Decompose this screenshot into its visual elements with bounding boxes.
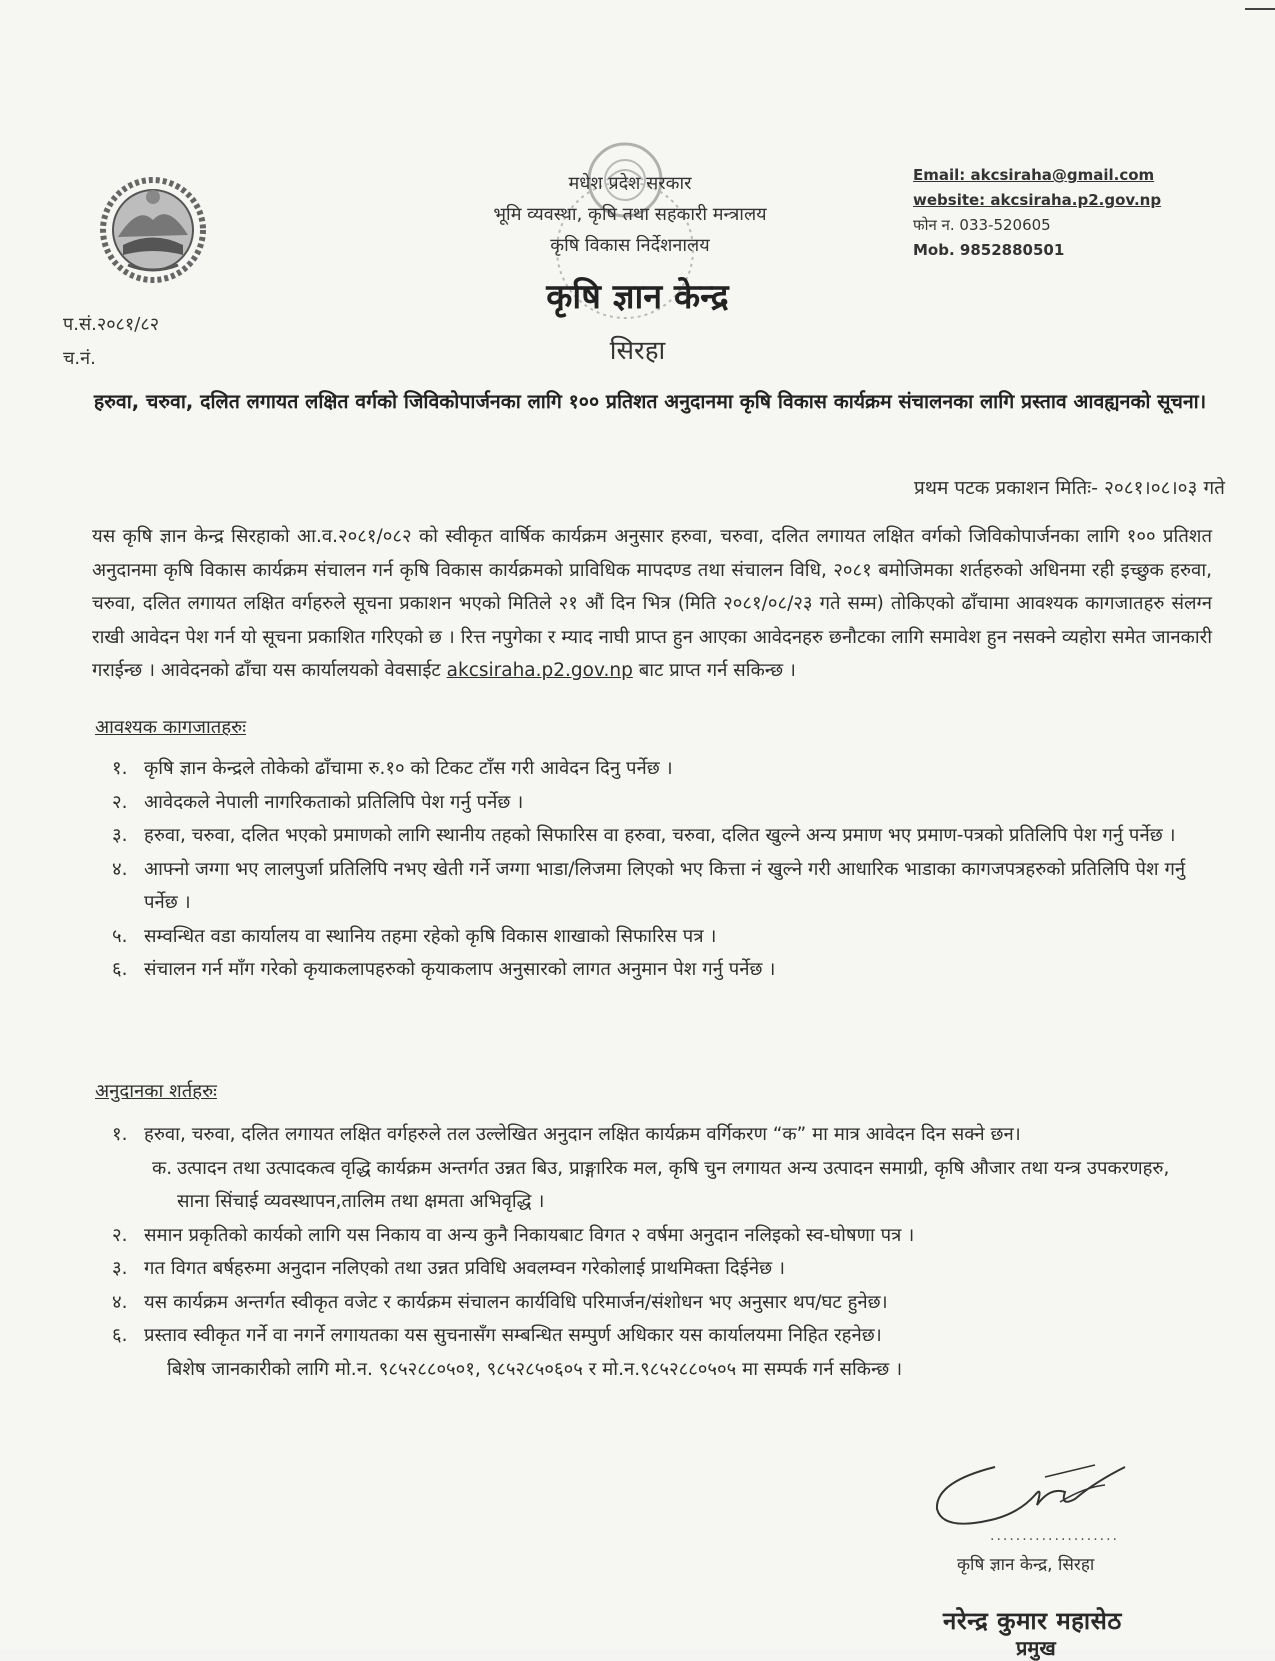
list-item: ६. प्रस्ताव स्वीकृत गर्ने वा नगर्ने लगायतका यस सुचनासँग सम्बन्धित सम्पुर्ण अधिकार यस कार्यालयमा निहित रहनेछ। <box>112 1325 882 1346</box>
list-item: ६. संचालन गर्न माँग गरेको कृयाकलापहरुको कृयाकलाप अनुसारको लागत अनुमान पेश गर्नु पर्नेछ । <box>112 959 776 980</box>
signatory-name: नरेन्द्र कुमार महासेठ <box>943 1607 1122 1635</box>
corner-mark <box>1245 8 1275 10</box>
list-item: २. समान प्रकृतिको कार्यको लागि यस निकाय वा अन्य कुनै निकायबाट विगत २ वर्षमा अनुदान नलिइको स्व-घोषणा पत्र । <box>112 1224 915 1246</box>
list-subitem: क. उत्पादन तथा उत्पादकत्व वृद्धि कार्यक्रम अन्तर्गत उन्नत बिउ, प्राङ्गारिक मल, कृषि चुन लगायत अन्य उत्पादन समाग्री, कृषि औजार तथा यन्त्र उपकरणहरु, साना सिंचाई व्यवस्थापन,तालिम तथा क्षमता अभिवृद्धि । <box>152 1157 1170 1212</box>
contact-block <box>913 163 1161 263</box>
notice-body <box>92 520 1212 688</box>
website-text: website: akcsiraha.p2.gov.np <box>913 191 1162 209</box>
list-item: ४. आफ्नो जग्गा भए लालपुर्जा प्रतिलिपि नभए खेती गर्ने जग्गा भाडा/लिजमा लिएको भए कित्ता नं खुल्ने गरी आधारिक भाडाका कागजपत्रहरुको प्रतिलिपि पेश गर्नु पर्नेछ । <box>112 858 1186 913</box>
conditions-list <box>112 1118 1207 1386</box>
handwritten-signature <box>925 1457 1155 1537</box>
nepal-emblem-icon <box>98 175 208 285</box>
website-link[interactable]: akcsiraha.p2.gov.np <box>446 660 633 681</box>
documents-list <box>112 752 1207 987</box>
list-item: ५. सम्वन्धित वडा कार्यालय वा स्थानिय तहमा रहेको कृषि विकास शाखाको सिफारिस पत्र । <box>112 925 717 947</box>
body-tail: बाट प्राप्त गर्न सकिन्छ । <box>632 660 796 681</box>
list-item: ३. हरुवा, चरुवा, दलित भएको प्रमाणको लागि स्थानीय तहको सिफारिस वा हरुवा, चरुवा, दलित खुल्ने अन्य प्रमाण भए प्रमाण-पत्रको प्रतिलिपि पेश गर्नु पर्नेछ । <box>112 825 1176 846</box>
email-text: Email: akcsiraha@gmail.com <box>913 166 1155 184</box>
header-line-3: कृषि विकास निर्देशनालय <box>550 235 710 256</box>
phone-text: फोन न. 033-520605 <box>913 216 1051 234</box>
mobile-text: Mob. 9852880501 <box>913 241 1065 259</box>
publication-date: प्रथम पटक प्रकाशन मितिः- २०८१।०८।०३ गते <box>914 477 1225 499</box>
list-item: ३. गत विगत बर्षहरुमा अनुदान नलिएको तथा उन्नत प्रविधि अवलम्वन गरेकोलाई प्राथमिक्ता दिईनेछ । <box>112 1258 785 1279</box>
header-line-1: मधेश प्रदेश सरकार <box>568 173 692 194</box>
list-item: १. हरुवा, चरुवा, दलित लगायत लक्षित वर्गहरुले तल उल्लेखित अनुदान लक्षित कार्यक्रम वर्गिकरण “क” मा मात्र आवेदन दिन सक्ने छन। <box>112 1124 1021 1145</box>
documents-heading: आवश्यक कागजातहरुः <box>95 717 246 738</box>
contact-info-line: बिशेष जानकारीको लागि मो.न. ९८५२८८०५०१, ९८५२८५०६०५ र मो.न.९८५२८८०५०५ मा सम्पर्क गर्न सकिन्छ । <box>167 1358 903 1380</box>
signature-office: कृषि ज्ञान केन्द्र, सिरहा <box>957 1555 1095 1575</box>
signatory-title: प्रमुख <box>1016 1636 1056 1660</box>
signature-dots: .................... <box>990 1528 1120 1544</box>
list-item: १. कृषि ज्ञान केन्द्रले तोकेको ढाँचामा रु.१० को टिकट टाँस गरी आवेदन दिनु पर्नेछ । <box>112 758 673 779</box>
dispatch-number: च.नं. <box>63 348 96 369</box>
notice-subject: हरुवा, चरुवा, दलित लगायत लक्षित वर्गको जिविकोपार्जनका लागि १०० प्रतिशत अनुदानमा कृषि विकास कार्यक्रम संचालनका लागि प्रस्ताव आवह्यनको सूचना। <box>93 390 1207 413</box>
list-item: २. आवेदकले नेपाली नागरिकताको प्रतिलिपि पेश गर्नु पर्नेछ । <box>112 791 524 813</box>
conditions-heading: अनुदानका शर्तहरुः <box>95 1081 217 1102</box>
office-place: सिरहा <box>609 336 666 366</box>
header-line-2: भूमि व्यवस्था, कृषि तथा सहकारी मन्त्रालय <box>493 204 767 225</box>
office-title: कृषि ज्ञान केन्द्र <box>546 277 729 317</box>
list-item: ४. यस कार्यक्रम अन्तर्गत स्वीकृत वजेट र कार्यक्रम संचालन कार्यविधि परिमार्जन/संशोधन भए अनुसार थप/घट हुनेछ। <box>112 1291 888 1313</box>
ministry-header <box>430 168 830 261</box>
reference-number: प.सं.२०८१/८२ <box>63 314 160 335</box>
body-text: यस कृषि ज्ञान केन्द्र सिरहाको आ.व.२०८१/०८२ को स्वीकृत वार्षिक कार्यक्रम अनुसार हरुवा, चरुवा, दलित लगायत लक्षित वर्गको जिविकोपार्जनका लागि १०० प्रतिशत अनुदानमा कृषि विकास कार्यक्रम संचालन गर्न कृषि विकास कार्यक्रमको प्राविधिक मापदण्ड तथा संचालन विधि, २०८१ बमोजिमका शर्तहरुको अधिनमा रही इच्छुक हरुवा, चरुवा, दलित लगायत लक्षित वर्गहरुले सूचना प्रकाशन भएको मितिले २१ औं दिन भित्र (मिति २०८१/०८/२३ गते सम्म) तोकिएको ढाँचामा आवश्यक कागजातहरु संलग्न राखी आवेदन पेश गर्न यो सूचना प्रकाशित गरिएको छ । रित्त नपुगेका र म्याद नाघी प्राप्त हुन आएका आवेदनहरु छनौटका लागि समावेश हुन नसक्ने व्यहोरा समेत जानकारी गराईन्छ । आवेदनको ढाँचा यस कार्यालयको वेवसाईट <box>92 526 1212 681</box>
